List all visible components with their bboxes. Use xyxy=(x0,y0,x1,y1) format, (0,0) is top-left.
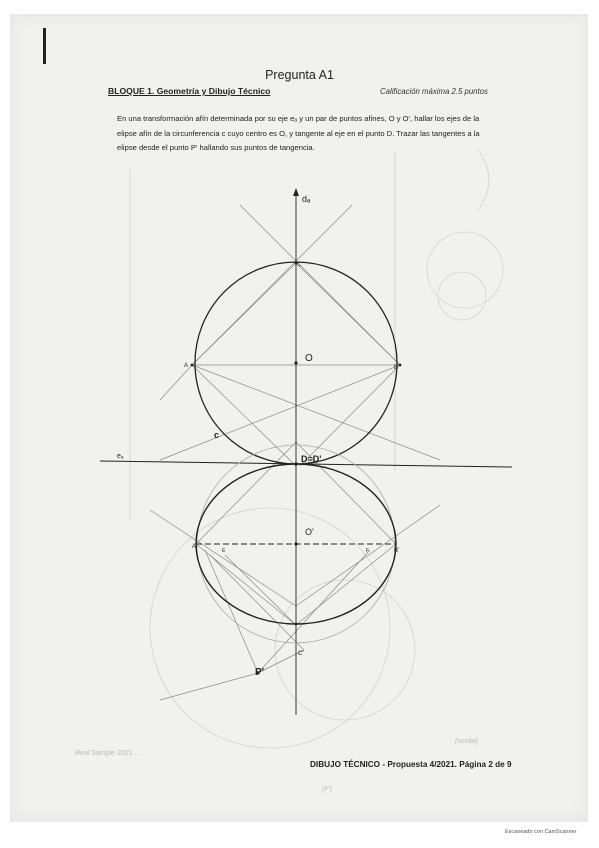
label-axis-e: eₐ xyxy=(117,453,124,460)
page-footer: DIBUJO TÉCNICO - Propuesta 4/2021. Página 2 de 9 xyxy=(310,760,512,769)
label-point-D: D≡D' xyxy=(301,454,322,464)
construction-lines xyxy=(150,205,440,700)
block-heading: BLOQUE 1. Geometría y Dibujo Técnico xyxy=(108,86,271,96)
problem-statement: En una transformación afín determinada por su eje eₐ y un par de puntos afines, O y O', hallar los ejes de la elipse afín de la circunferencia c cuyo centro es O, y tangente al eje en el punto D. Trazar las tangentes a la elipse desde el punto P' hallando sus puntos de tangencia. xyxy=(117,114,480,152)
faint-note-left: Real Sample 2021 ... xyxy=(75,750,141,757)
question-title: Pregunta A1 xyxy=(265,68,334,82)
label-point-A-prime: A' xyxy=(192,544,198,550)
label-point-A: A xyxy=(184,363,189,369)
label-point-C-prime: C' xyxy=(298,651,304,657)
label-point-E: E xyxy=(222,548,226,554)
label-point-O-prime: O' xyxy=(305,527,314,537)
label-point-O: O xyxy=(305,353,313,364)
faint-note-right: (ocolai) xyxy=(455,738,478,745)
label-axis-d: dₐ xyxy=(302,194,311,204)
label-point-C: C xyxy=(297,262,301,268)
scanner-watermark: Escaneado con CamScanner xyxy=(505,829,577,835)
max-score: Calificación máxima 2.5 puntos xyxy=(380,87,488,96)
label-point-B: B xyxy=(394,365,399,371)
faint-note-bottom: (F') xyxy=(322,786,333,793)
label-point-B-prime: B' xyxy=(394,548,400,554)
label-circle-c: c xyxy=(214,430,220,440)
label-point-P-prime: P' xyxy=(255,667,265,678)
label-point-F: F xyxy=(366,548,370,554)
